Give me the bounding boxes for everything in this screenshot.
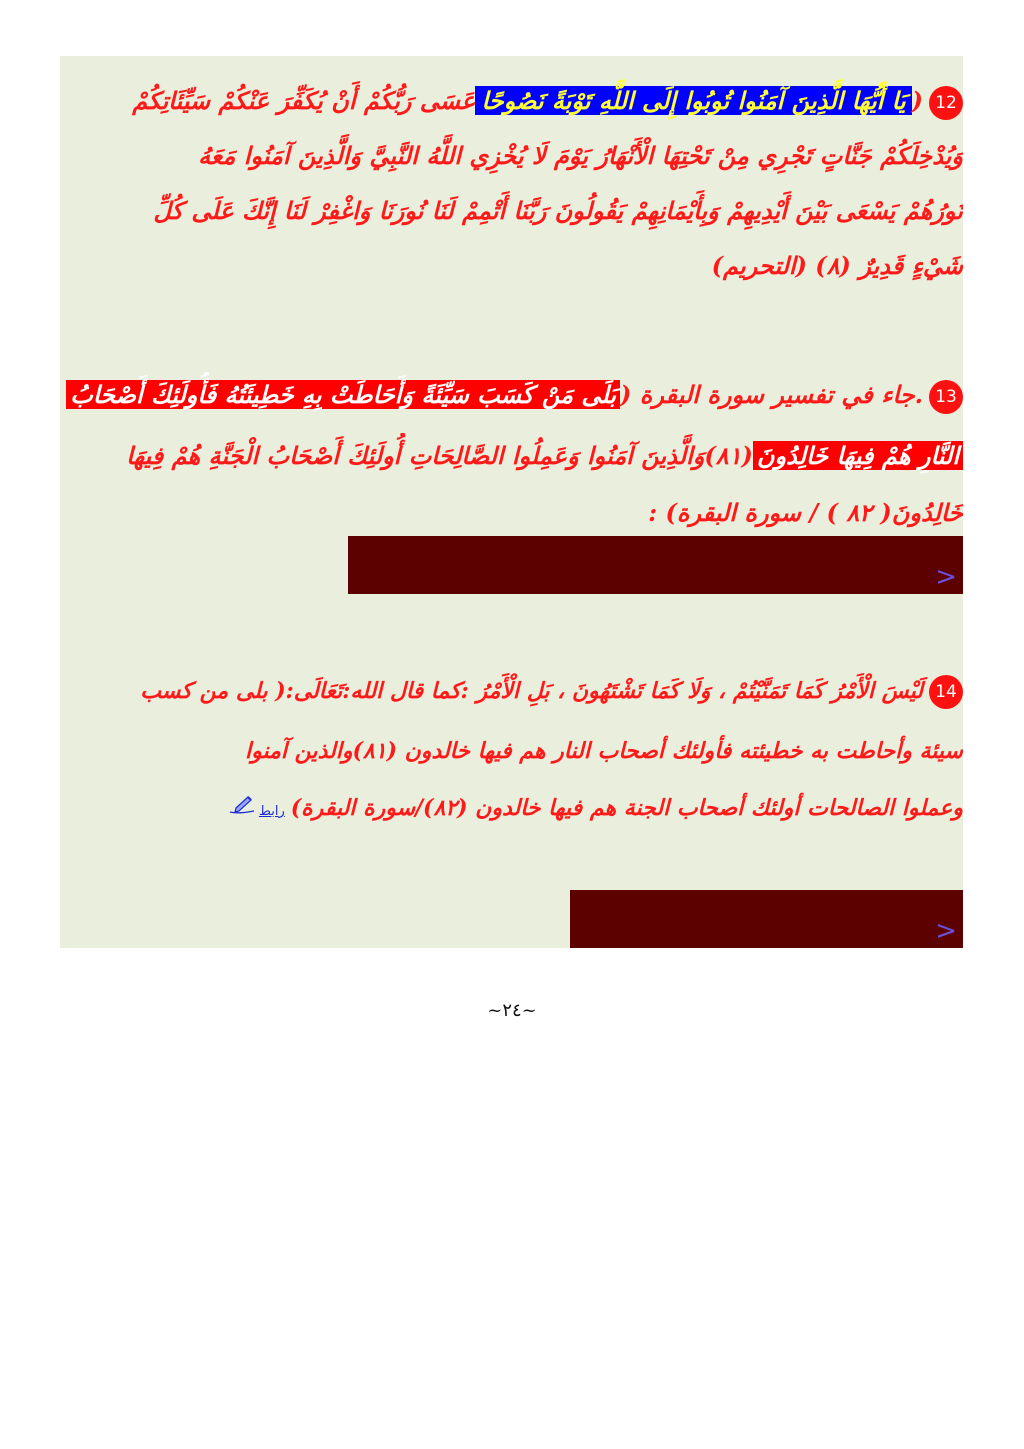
section-14-line-1 xyxy=(60,668,963,714)
section-12-line-3: نُورُهُمْ يَسْعَى بَيْنَ أَيْدِيهِمْ وَبِأَيْمَانِهِمْ يَقُولُونَ رَبَّنَا أَتْمِمْ لَنَا نُورَنَا وَاغْفِرْ لَنَا إِنَّكَ عَلَى كُلِّ xyxy=(153,196,963,225)
section-14-line-2: سيئة وأحاطت به خطيئته فأولئك أصحاب النار هم فيها خالدون (٨١)والذين آمنوا xyxy=(244,738,963,764)
section-14-text-3: وعملوا الصالحات أولئك أصحاب الجنة هم فيها خالدون (٨٢)/سورة البقرة) xyxy=(290,795,963,821)
pen-writing-icon[interactable] xyxy=(227,786,257,832)
section-13-line-2 xyxy=(60,433,963,479)
number-badge-12: 12 xyxy=(929,86,963,120)
chevron-right-icon[interactable]: > xyxy=(935,562,957,592)
section-12-line-2: وَيُدْخِلَكُمْ جَنَّاتٍ تَجْرِي مِنْ تَحْتِهَا الْأَنْهَارُ يَوْمَ لَا يُخْزِي اللَّهُ النَّبِيَّ وَالَّذِينَ آمَنُوا مَعَهُ xyxy=(198,141,963,170)
section-14-text-1: لَيْسَ الْأَمْرُ كَمَا تَمَنَّيْتُمْ ، وَلَا كَمَا تَشْتَهُونَ ، بَلِ الْأَمْرُ :كما قال الله:تَعَالَى:( بلى من كسب xyxy=(140,678,923,704)
tafsir-intro: .جاء في تفسير سورة البقرة ( xyxy=(620,380,923,409)
chevron-right-icon[interactable]: > xyxy=(935,916,957,946)
link-text[interactable]: رابط xyxy=(258,804,285,819)
verse-continuation-13: (٨١)وَالَّذِينَ آمَنُوا وَعَمِلُوا الصَّالِحَاتِ أُولَئِكَ أَصْحَابُ الْجَنَّةِ هُمْ فِيهَا xyxy=(126,441,753,470)
section-13-line-1 xyxy=(60,372,963,418)
verse-continuation: عَسَى رَبُّكُمْ أَنْ يُكَفِّرَ عَنْكُمْ سَيِّئَاتِكُمْ xyxy=(132,86,476,115)
section-12-line-4 xyxy=(60,243,963,289)
number-badge-13: 13 xyxy=(929,380,963,414)
verse-highlight-blue: يَا أَيُّهَا الَّذِينَ آمَنُوا تُوبُوا إِلَى اللَّهِ تَوْبَةً نَصُوحًا xyxy=(475,86,911,115)
verse-highlight-red-2: النَّارِ هُمْ فِيهَا خَالِدُونَ xyxy=(753,441,963,470)
section-13-line-3: خَالِدُونَ( ٨٢ ) / سورة البقرة) : xyxy=(648,498,963,527)
section-14-line-3 xyxy=(60,785,963,835)
verse-ending-reference: شَيْءٍ قَدِيرٌ (٨) (التحريم) xyxy=(711,251,963,280)
number-badge-14: 14 xyxy=(929,675,963,709)
open-paren: ( xyxy=(911,86,923,115)
page-number: ~٢٤~ xyxy=(487,1000,537,1021)
verse-highlight-red-1: بَلَى مَنْ كَسَبَ سَيِّئَةً وَأَحَاطَتْ بِهِ خَطِيئَتُهُ فَأُولَئِكَ أَصْحَابُ xyxy=(66,380,620,409)
section-12-line-1 xyxy=(60,78,963,124)
dark-bar-1 xyxy=(348,536,963,594)
dark-bar-2 xyxy=(570,890,963,948)
